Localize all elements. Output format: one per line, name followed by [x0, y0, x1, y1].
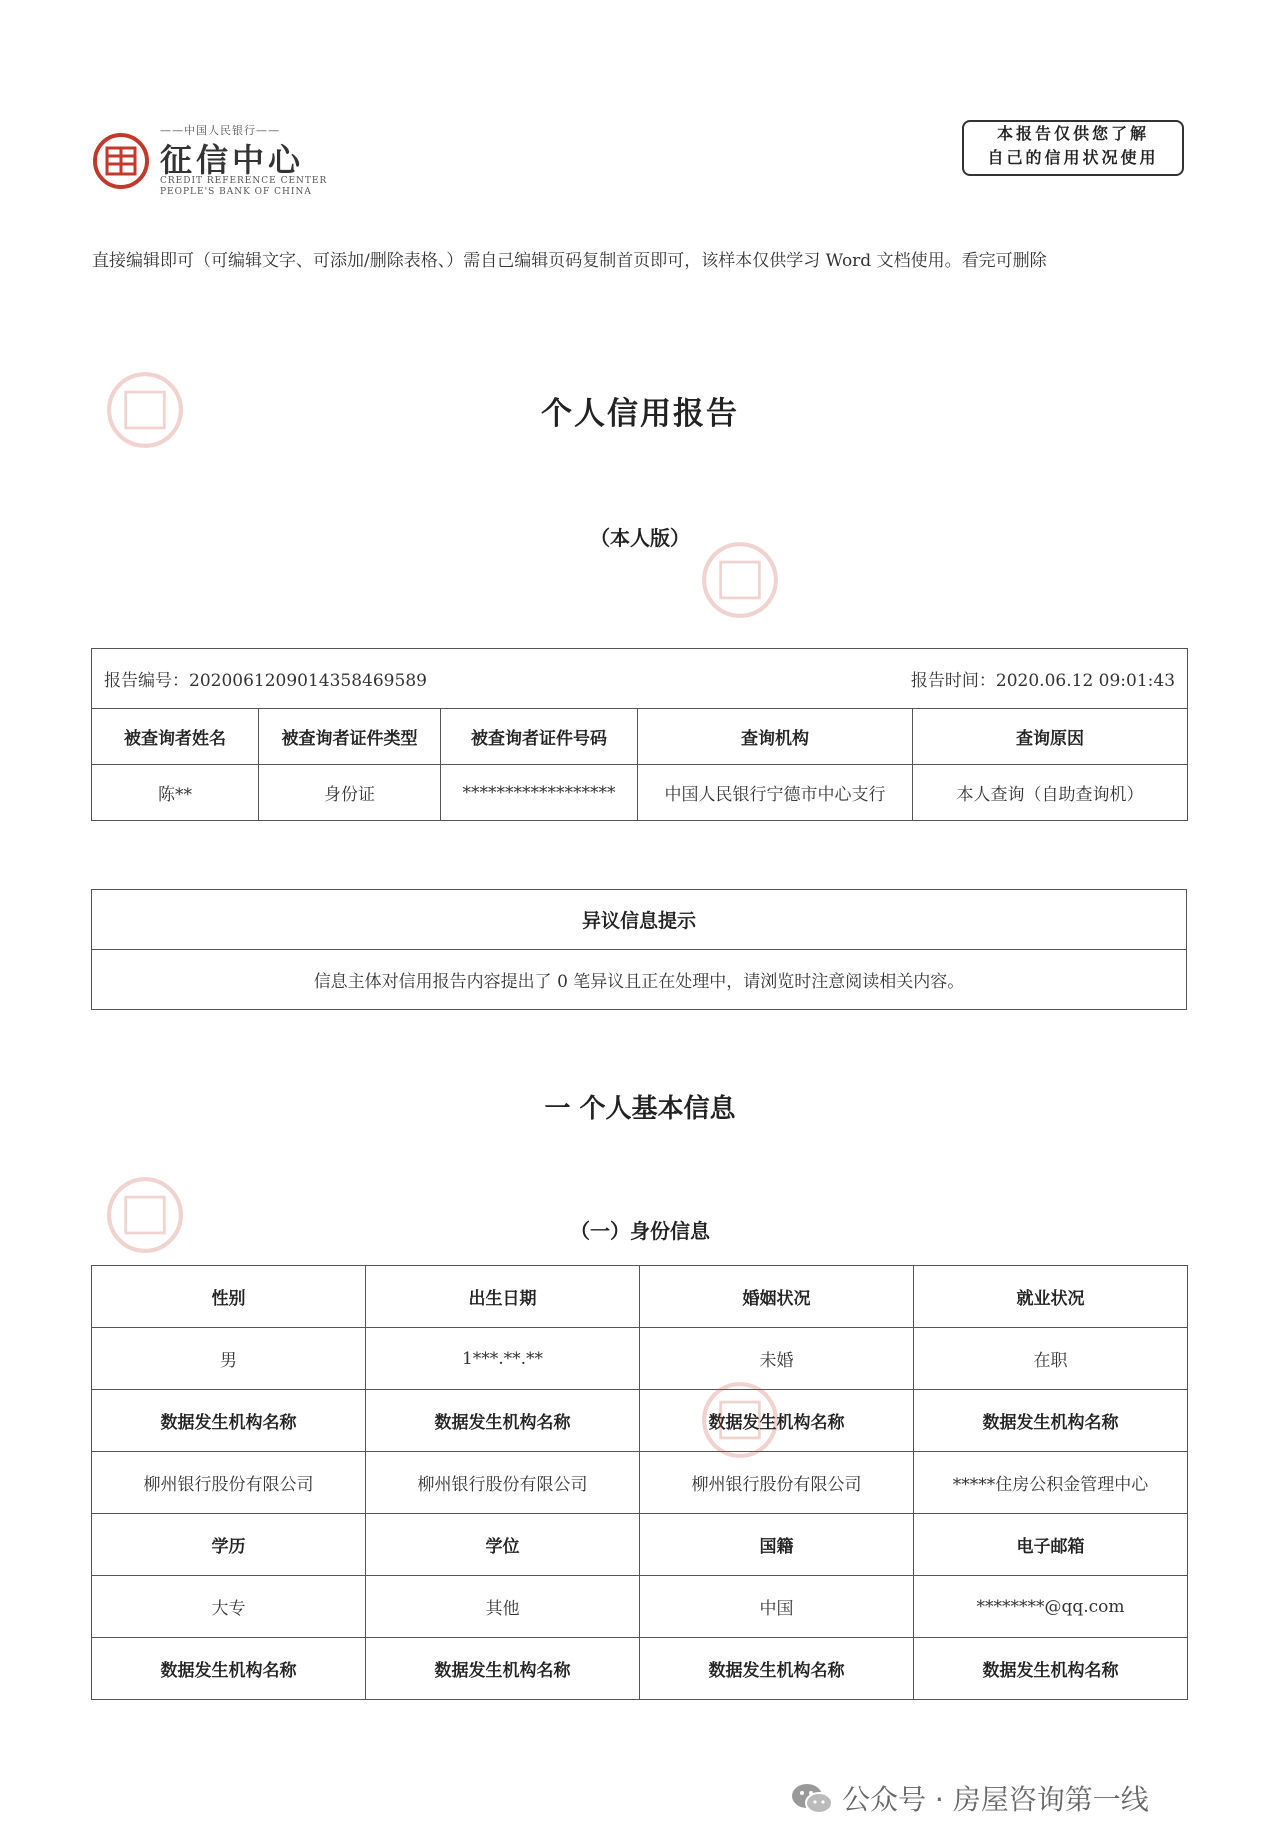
wechat-icon: [790, 1782, 834, 1816]
report-info-table: [91, 648, 1188, 821]
header-marital-status: 婚姻状况: [640, 1266, 914, 1328]
value-org-name: 柳州银行股份有限公司: [640, 1452, 914, 1514]
value-degree: 其他: [366, 1576, 640, 1638]
value-org-name: 柳州银行股份有限公司: [366, 1452, 640, 1514]
watermark-seal-2: [700, 540, 780, 620]
value-org-name: 柳州银行股份有限公司: [92, 1452, 366, 1514]
header-nationality: 国籍: [640, 1514, 914, 1576]
report-title: 个人信用报告: [541, 396, 739, 432]
value-institution: 中国人民银行宁德市中心支行: [638, 765, 913, 821]
identity-info-table: [91, 1265, 1188, 1700]
usage-notice-box: [962, 120, 1184, 176]
notice-line2: 自己的信用状况使用: [987, 148, 1159, 167]
value-gender: 男: [92, 1328, 366, 1390]
header-org-name: 数据发生机构名称: [92, 1638, 366, 1700]
header-email: 电子邮箱: [914, 1514, 1188, 1576]
section-title: 一 个人基本信息: [544, 1094, 736, 1124]
value-id-type: 身份证: [259, 765, 441, 821]
header-org-name: 数据发生机构名称: [914, 1638, 1188, 1700]
footer-account-name: 公众号 · 房屋咨询第一线: [842, 1783, 1149, 1816]
logo-english-line2: PEOPLE'S BANK OF CHINA: [160, 187, 312, 197]
header-org-name: 数据发生机构名称: [640, 1390, 914, 1452]
dispute-title: 异议信息提示: [92, 890, 1187, 950]
header-name: 被查询者姓名: [92, 709, 259, 765]
value-reason: 本人查询（自助查询机）: [913, 765, 1188, 821]
report-time: 报告时间：2020.06.12 09:01:43: [638, 649, 1188, 709]
header-reason: 查询原因: [913, 709, 1188, 765]
report-number: 报告编号：20200612090143584695​89: [92, 649, 638, 709]
notice-line1: 本报告仅供您了解: [996, 124, 1149, 143]
header-org-name: 数据发生机构名称: [92, 1390, 366, 1452]
header-id-type: 被查询者证件类型: [259, 709, 441, 765]
value-id-number: ******************: [441, 765, 638, 821]
dispute-info-table: [91, 889, 1187, 1010]
value-email: ********@qq.com: [914, 1576, 1188, 1638]
subsection-title: （一）身份信息: [570, 1219, 710, 1243]
header-id-number: 被查询者证件号码: [441, 709, 638, 765]
value-name: 陈**: [92, 765, 259, 821]
header-employment-status: 就业状况: [914, 1266, 1188, 1328]
report-subtitle: （本人版）: [590, 526, 690, 550]
header-gender: 性别: [92, 1266, 366, 1328]
header-education: 学历: [92, 1514, 366, 1576]
header-org-name: 数据发生机构名称: [366, 1638, 640, 1700]
logo-name: 征信中心: [160, 141, 305, 179]
seal-logo-icon: [92, 132, 150, 190]
value-birth-date: 1***.**.**: [366, 1328, 640, 1390]
header-org-name: 数据发生机构名称: [640, 1638, 914, 1700]
dispute-text: 信息主体对信用报告内容提出了 0 笔异议且正在处理中，请浏览时注意阅读相关内容。: [92, 950, 1187, 1010]
logo-english-line1: CREDIT REFERENCE CENTER: [160, 176, 328, 186]
header-org-name: 数据发生机构名称: [914, 1390, 1188, 1452]
header-org-name: 数据发生机构名称: [366, 1390, 640, 1452]
value-nationality: 中国: [640, 1576, 914, 1638]
header-institution: 查询机构: [638, 709, 913, 765]
value-marital-status: 未婚: [640, 1328, 914, 1390]
logo-top-text: ——中国人民银行——: [160, 124, 280, 137]
value-org-name: *****住房公积金管理中心: [914, 1452, 1188, 1514]
instruction-text: 直接编辑即可（可编辑文字、可添加/删除表格、）需自己编辑页码复制首页即可，该样本仅供学习 Word 文档使用。看完可删除: [92, 251, 1047, 271]
header-birth-date: 出生日期: [366, 1266, 640, 1328]
header-degree: 学位: [366, 1514, 640, 1576]
value-education: 大专: [92, 1576, 366, 1638]
value-employment-status: 在职: [914, 1328, 1188, 1390]
